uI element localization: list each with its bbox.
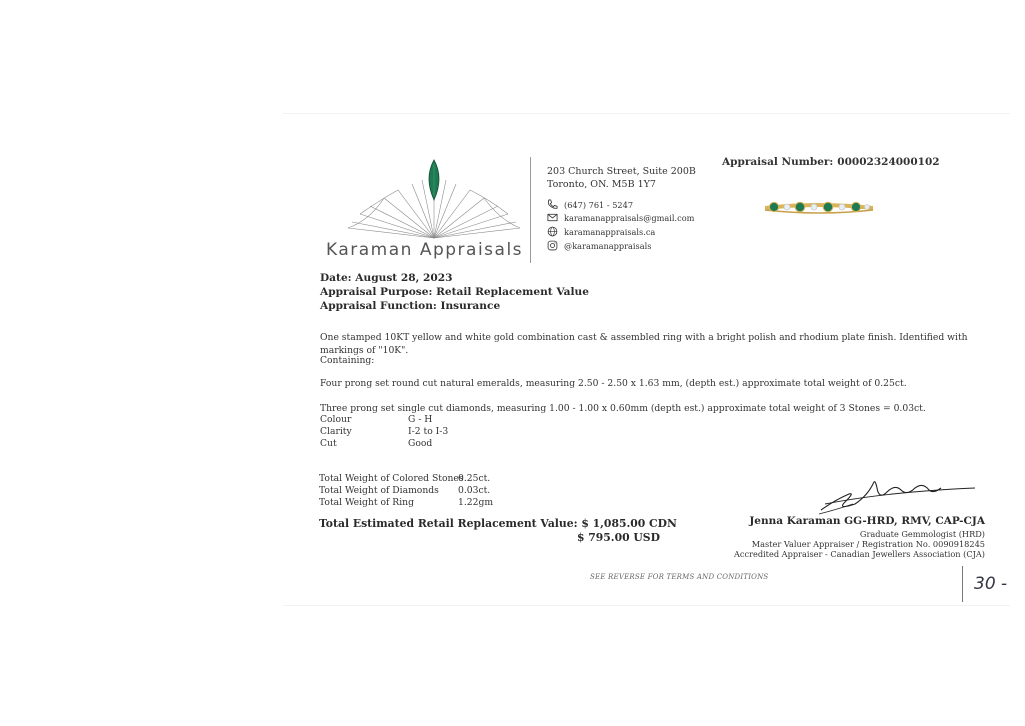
retail-value-label: Total Estimated Retail Replacement Value: (319, 517, 578, 530)
contact-email (547, 212, 694, 223)
grading-row (320, 414, 433, 425)
contact-instagram (547, 240, 651, 251)
appraisal-function: Appraisal Function: Insurance (320, 300, 501, 312)
total-value: 1.22gm (458, 497, 494, 508)
appraiser-credential: Graduate Gemmologist (HRD) (859, 529, 985, 539)
header-divider (530, 157, 531, 263)
grading-label: Cut (320, 438, 337, 449)
phone-number: (647) 761 - 5247 (564, 199, 634, 210)
grading-value: I-2 to I-3 (408, 426, 449, 437)
retail-value-cdn: $ 1,085.00 CDN (581, 517, 677, 530)
total-label: Total Weight of Colored Stones (319, 473, 464, 484)
appraiser-credential: Master Valuer Appraiser / Registration No. 0090918245 (751, 539, 985, 549)
address-line-2: Toronto, ON. M5B 1Y7 (547, 179, 656, 190)
total-label: Total Weight of Ring (319, 497, 414, 508)
total-value: 0.03ct. (458, 485, 491, 496)
grading-label: Colour (320, 414, 352, 425)
contact-phone (547, 199, 633, 210)
instagram-icon (547, 240, 558, 251)
website-url[interactable]: karamanappraisals.ca (564, 226, 656, 237)
appraiser-credential: Accredited Appraiser - Canadian Jewellers Association (CJA) (733, 549, 985, 559)
retail-value (319, 517, 677, 530)
grading-row (320, 426, 449, 437)
containing-label: Containing: (320, 355, 375, 366)
grading-row (320, 438, 433, 449)
email-address[interactable]: karamanappraisals@gmail.com (564, 212, 695, 223)
company-address (547, 165, 696, 191)
handwritten-page-number: 30 - (974, 574, 1008, 594)
grading-label: Clarity (320, 426, 352, 437)
ring-photo (763, 196, 875, 224)
total-row (319, 473, 491, 484)
instagram-handle[interactable]: @karamanappraisals (564, 240, 652, 251)
appraiser-name: Jenna Karaman GG-HRD, RMV, CAP-CJA (749, 515, 985, 527)
grading-value: G - H (408, 414, 433, 425)
total-value: 0.25ct. (458, 473, 491, 484)
appraisal-number (722, 156, 940, 168)
email-icon (547, 212, 558, 223)
appraisal-purpose: Appraisal Purpose: Retail Replacement Value (320, 286, 589, 298)
margin-pencil-line (962, 566, 963, 602)
address-line-1: 203 Church Street, Suite 200B (547, 166, 696, 177)
retail-value-usd: $ 795.00 USD (577, 531, 660, 544)
phone-icon (547, 199, 558, 210)
total-label: Total Weight of Diamonds (319, 485, 439, 496)
appraisal-number-label: Appraisal Number: (722, 156, 834, 168)
terms-note: SEE REVERSE FOR TERMS AND CONDITIONS (590, 573, 769, 581)
contact-website (547, 226, 655, 237)
ring-description: One stamped 10KT yellow and white gold combination cast & assembled ring with a bright polish and rhodium plate finish. Identified with markings of "10K". (320, 332, 968, 356)
appraisal-date: Date: August 28, 2023 (320, 272, 453, 284)
grading-value: Good (408, 438, 433, 449)
globe-icon (547, 226, 558, 237)
diamond-description: Three prong set single cut diamonds, measuring 1.00 - 1.00 x 0.60mm (depth est.) approximate total weight of 3 Stones = 0.03ct. (320, 403, 926, 414)
total-row (319, 485, 491, 496)
company-name: Karaman Appraisals (326, 240, 524, 260)
appraiser-signature (815, 474, 980, 520)
emerald-description: Four prong set round cut natural emeralds, measuring 2.50 - 2.50 x 1.63 mm, (depth est.) approximate total weight of 0.25ct. (320, 378, 907, 389)
total-row (319, 497, 494, 508)
appraisal-number-value: 00002324000102 (837, 156, 940, 168)
